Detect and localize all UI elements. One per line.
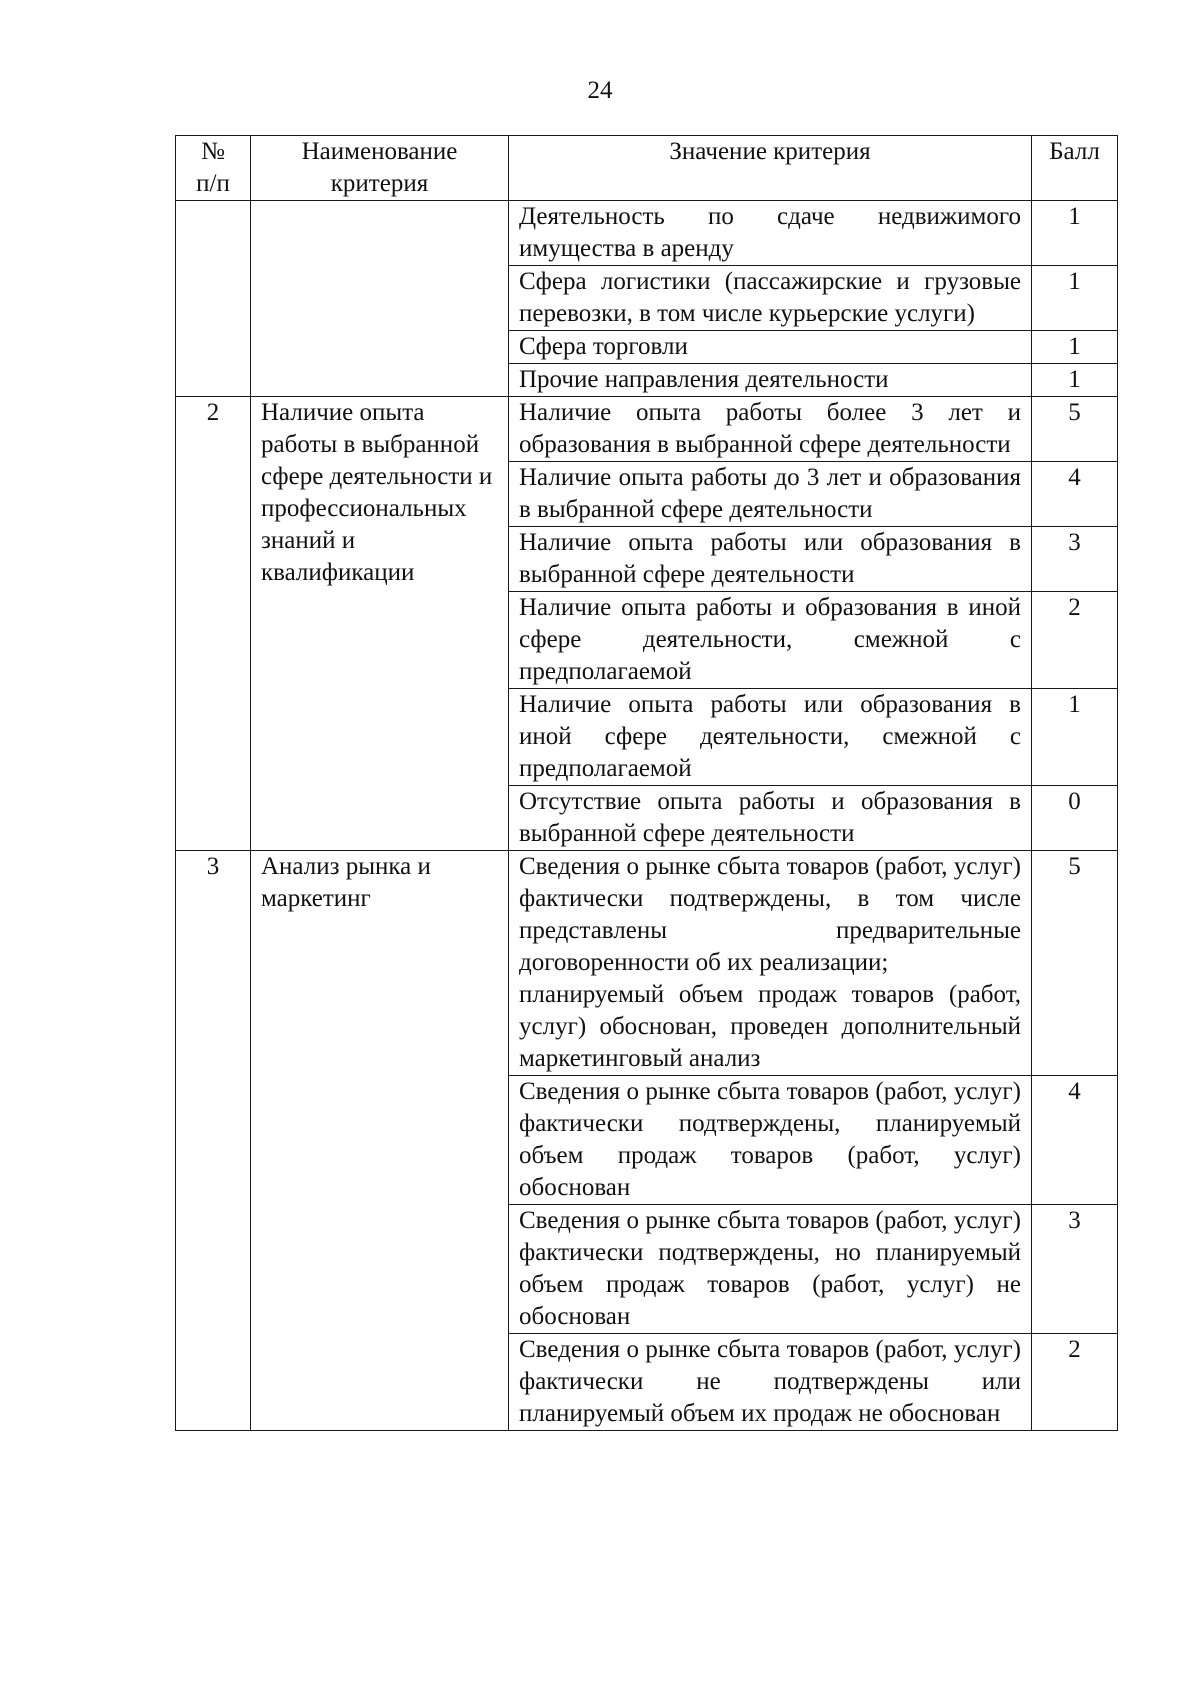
criterion-value: Сведения о рынке сбыта товаров (работ, услуг) фактически подтверждены, в том числе представлены предварительные договоренности об их реализации; планируемый объем продаж товаров (работ, услуг) обоснован, проведен дополнительный маркетинговый анализ bbox=[509, 851, 1032, 1076]
criterion-value: Наличие опыта работы и образования в иной сфере деятельности, смежной с предполагаемой bbox=[509, 592, 1032, 689]
criterion-value: Деятельность по сдаче недвижимого имущества в аренду bbox=[509, 201, 1032, 266]
criterion-score: 2 bbox=[1032, 592, 1118, 689]
criterion-value: Наличие опыта работы до 3 лет и образования в выбранной сфере деятельности bbox=[509, 462, 1032, 527]
table-row bbox=[176, 201, 1118, 266]
criterion-value: Прочие направления деятельности bbox=[509, 364, 1032, 397]
criterion-value: Сфера логистики (пассажирские и грузовые перевозки, в том числе курьерские услуги) bbox=[509, 266, 1032, 331]
criterion-score: 1 bbox=[1032, 364, 1118, 397]
criterion-score: 2 bbox=[1032, 1334, 1118, 1431]
header-score: Балл bbox=[1032, 136, 1118, 201]
criterion-value: Сфера торговли bbox=[509, 331, 1032, 364]
page-number: 24 bbox=[587, 77, 613, 104]
table-header-row bbox=[176, 136, 1118, 201]
row-number: 2 bbox=[176, 397, 251, 851]
criterion-score: 1 bbox=[1032, 331, 1118, 364]
criterion-value: Наличие опыта работы или образования в выбранной сфере деятельности bbox=[509, 527, 1032, 592]
criterion-score: 5 bbox=[1032, 397, 1118, 462]
criterion-value: Сведения о рынке сбыта товаров (работ, услуг) фактически не подтверждены или планируемый объем их продаж не обоснован bbox=[509, 1334, 1032, 1431]
criterion-score: 3 bbox=[1032, 1205, 1118, 1334]
criterion-score: 0 bbox=[1032, 786, 1118, 851]
criterion-score: 1 bbox=[1032, 201, 1118, 266]
criterion-value: Отсутствие опыта работы и образования в выбранной сфере деятельности bbox=[509, 786, 1032, 851]
criterion-score: 5 bbox=[1032, 851, 1118, 1076]
criterion-score: 4 bbox=[1032, 462, 1118, 527]
header-criterion-name: Наименование критерия bbox=[251, 136, 509, 201]
criterion-value: Наличие опыта работы более 3 лет и образования в выбранной сфере деятельности bbox=[509, 397, 1032, 462]
criterion-score: 4 bbox=[1032, 1076, 1118, 1205]
table-row bbox=[176, 851, 1118, 1076]
criterion-name: Анализ рынка и маркетинг bbox=[251, 851, 509, 1431]
criterion-value: Наличие опыта работы или образования в иной сфере деятельности, смежной с предполагаемой bbox=[509, 689, 1032, 786]
criterion-value: Сведения о рынке сбыта товаров (работ, услуг) фактически подтверждены, планируемый объем продаж товаров (работ, услуг) обоснован bbox=[509, 1076, 1032, 1205]
criterion-name bbox=[251, 201, 509, 397]
table-row bbox=[176, 397, 1118, 462]
criteria-table bbox=[175, 135, 1118, 1431]
criterion-name: Наличие опыта работы в выбранной сфере деятельности и профессиональных знаний и квалификации bbox=[251, 397, 509, 851]
criterion-score: 3 bbox=[1032, 527, 1118, 592]
criterion-score: 1 bbox=[1032, 266, 1118, 331]
row-number bbox=[176, 201, 251, 397]
criterion-score: 1 bbox=[1032, 689, 1118, 786]
criterion-value: Сведения о рынке сбыта товаров (работ, услуг) фактически подтверждены, но планируемый объем продаж товаров (работ, услуг) не обоснован bbox=[509, 1205, 1032, 1334]
header-number: № п/п bbox=[176, 136, 251, 201]
row-number: 3 bbox=[176, 851, 251, 1431]
header-criterion-value: Значение критерия bbox=[509, 136, 1032, 201]
